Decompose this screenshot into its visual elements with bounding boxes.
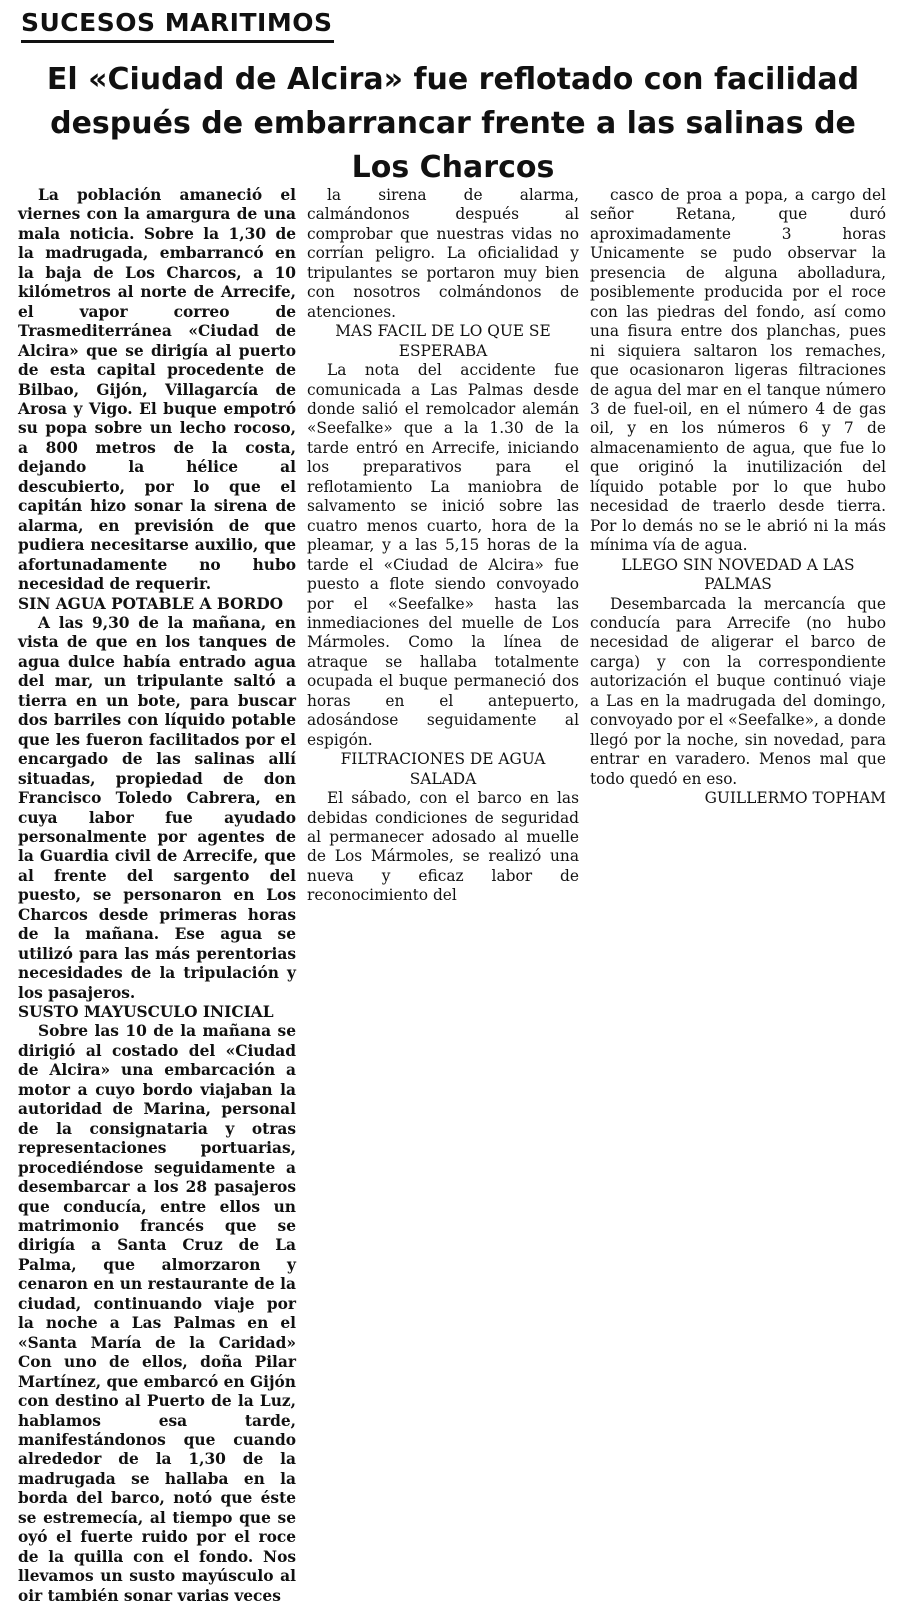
- subheading: MAS FACIL DE LO QUE SE ESPERABA: [335, 322, 551, 360]
- headline-line-1: El «Ciudad de Alcira» fue reflotado con facilidad: [46, 62, 860, 97]
- subheading: FILTRACIONES DE AGUA SALADA: [340, 750, 546, 788]
- paragraph: A las 9,30 de la mañana, en vista de que en los tanques de agua dulce había entrado agua del mar, un tripulante saltó a tierra en un bote, para buscar dos barriles con líquido potable que les fueron facilitados por el encargado de las salinas allí situadas, propiedad de don Francisco Toledo Cabrera, en cuya labor fue ayudado personalmente por agentes de la Guardia civil de Arrecife, que al frente del sargento del puesto, se personaron en Los Charcos desde primeras horas de la mañana. Ese agua se utilizó para las más perentorias necesidades de la tripulación y los pasajeros.: [18, 613, 296, 1002]
- subheading: SIN AGUA POTABLE A BORDO: [18, 594, 284, 613]
- paragraph: casco de proa a popa, a cargo del señor Retana, que duró aproximadamente 3 horas Unicamente se pudo observar la presencia de alguna abolladura, posiblemente producida por el roce con las piedras del fondo, así como una fisura entre dos planchas, pues ni siquiera saltaron los remaches, que ocasionaron ligeras filtraciones de agua del mar en el tanque número 3 de fuel-oil, en el número 4 de gas oil, y en los números 6 y 7 de almacenamiento de agua, que fue lo que originó la inutilización del líquido potable por lo que hubo necesidad de traerlo desde tierra. Por lo demás no se le abrió ni la más mínima vía de agua.: [590, 186, 886, 555]
- paragraph: Sobre las 10 de la mañana se dirigió al costado del «Ciudad de Alcira» una embarcación a motor a cuyo bordo viajaban la autoridad de Marina, personal de la consignataria y otras representaciones portuarias, procediéndose seguidamente a desembarcar a los 28 pasajeros que conducía, entre ellos un matrimonio francés que se dirigía a Santa Cruz de La Palma, que almorzaron y cenaron en un restaurante de la ciudad, continuando viaje por la noche a Las Palmas en el «Santa María de la Caridad» Con uno de ellos, doña Pilar Martínez, que embarcó en Gijón con destino al Puerto de la Luz, hablamos esa tarde, manifestándonos que cuando alrededor de la 1,30 de la madrugada se hallaba en la borda del barco, notó que éste se estremecía, al tiempo que se oyó el fuerte ruido por el roce de la quilla con el fondo. Nos llevamos un susto mayúsculo al oir también sonar varias veces: [18, 1022, 296, 1605]
- section-title: SUCESOS MARITIMOS: [21, 6, 334, 43]
- headline-line-2: después de embarrancar frente a las salinas de: [50, 106, 856, 141]
- paragraph: La nota del accidente fue comunicada a Las Palmas desde donde salió el remolcador alemán «Seefalke» que a la 1.30 de la tarde entró en Arrecife, iniciando los preparativos para el reflotamiento La maniobra de salvamento se inició sobre las cuatro menos cuarto, hora de la pleamar, y a las 5,15 horas de la tarde el «Ciudad de Alcira» fue puesto a flote siendo convoyado por el «Seefalke» hasta las inmediaciones del muelle de Los Mármoles. Como la línea de atraque se hallaba totalmente ocupada el buque permaneció dos horas en el antepuerto, adosándose seguidamente al espigón.: [307, 361, 579, 749]
- author-signature: GUILLERMO TOPHAM: [704, 789, 886, 808]
- article-column-1: [18, 186, 296, 1606]
- paragraph: La población amaneció el viernes con la amargura de una mala noticia. Sobre la 1,30 de la madrugada, embarrancó en la baja de Los Charcos, a 10 kilómetros al norte de Arrecife, el vapor correo de Trasmediterránea «Ciudad de Alcira» que se dirigía al puerto de esta capital procedente de Bilbao, Gijón, Villagarcía de Arosa y Vigo. El buque empotró su popa sobre un lecho rocoso, a 800 metros de la costa, dejando la hélice al descubierto, por lo que el capitán hizo sonar la sirena de alarma, en previsión de que pudiera necesitarse auxilio, que afortunadamente no hubo necesidad de requerir.: [18, 186, 296, 594]
- article-column-2: [307, 186, 579, 906]
- subheading: SUSTO MAYUSCULO INICIAL: [18, 1003, 274, 1022]
- headline: [14, 58, 892, 190]
- subheading: LLEGO SIN NOVEDAD A LAS PALMAS: [621, 555, 855, 594]
- paragraph: El sábado, con el barco en las debidas condiciones de seguridad al permanecer adosado al muelle de Los Mármoles, se realizó una nueva y eficaz labor de reconocimiento del: [307, 789, 579, 905]
- article-column-3: [590, 186, 886, 809]
- paragraph: Desembarcada la mercancía que conducía para Arrecife (no hubo necesidad de aligerar el barco de carga) y con la correspondiente autorización el buque continuó viaje a Las en la madrugada del domingo, convoyado por el «Seefalke», a donde llegó por la noche, sin novedad, para entrar en varadero. Menos mal que todo quedó en eso.: [590, 594, 886, 788]
- paragraph: la sirena de alarma, calmándonos después al comprobar que nuestras vidas no corrían peligro. La oficialidad y tripulantes se portaron muy bien con nosotros colmándonos de atenciones.: [307, 186, 579, 321]
- headline-line-3: Los Charcos: [351, 150, 555, 185]
